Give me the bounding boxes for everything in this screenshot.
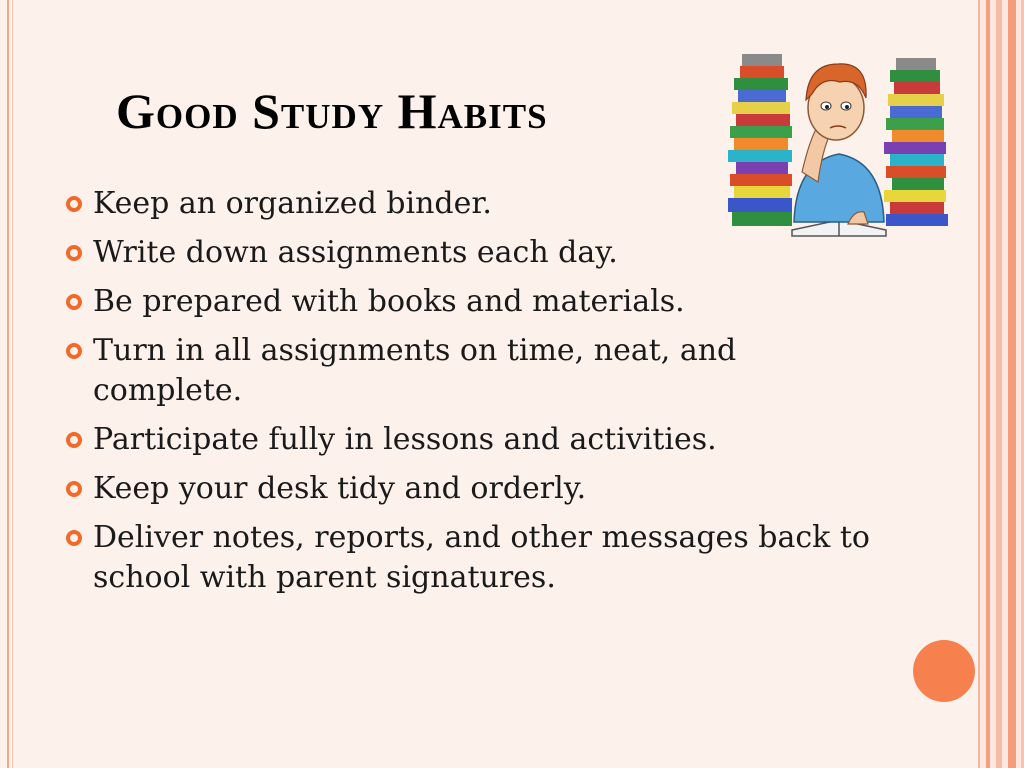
bullet-text: Turn in all assignments on time, neat, and complete.: [93, 333, 737, 408]
right-stripe: [1008, 0, 1016, 768]
list-item: [60, 184, 920, 224]
ring-bullet-icon: [65, 293, 83, 311]
bullet-text: Be prepared with books and materials.: [93, 284, 685, 319]
list-item: [60, 420, 920, 460]
bullet-text: Keep an organized binder.: [93, 186, 492, 221]
ring-bullet-icon: [65, 244, 83, 262]
right-stripe: [996, 0, 1002, 768]
bullet-text: Deliver notes, reports, and other messages back to school with parent signatures.: [93, 520, 870, 595]
bullet-list: [60, 184, 920, 607]
bullet-text: Participate fully in lessons and activities.: [93, 422, 717, 457]
list-item: [60, 469, 920, 509]
ring-bullet-icon: [65, 529, 83, 547]
right-stripe: [986, 0, 990, 768]
bullet-text: Write down assignments each day.: [93, 235, 618, 270]
slide-title: Good Study Habits: [116, 83, 548, 139]
list-item: [60, 518, 893, 598]
left-border-line-inner: [12, 0, 13, 768]
decorative-orange-circle: [913, 640, 975, 702]
left-border-line: [7, 0, 9, 768]
ring-bullet-icon: [65, 480, 83, 498]
ring-bullet-icon: [65, 195, 83, 213]
ring-bullet-icon: [65, 431, 83, 449]
right-stripe: [978, 0, 980, 768]
list-item: [60, 233, 920, 273]
ring-bullet-icon: [65, 342, 83, 360]
bullet-text: Keep your desk tidy and orderly.: [93, 471, 587, 506]
list-item: [60, 282, 920, 322]
list-item: [60, 331, 823, 411]
